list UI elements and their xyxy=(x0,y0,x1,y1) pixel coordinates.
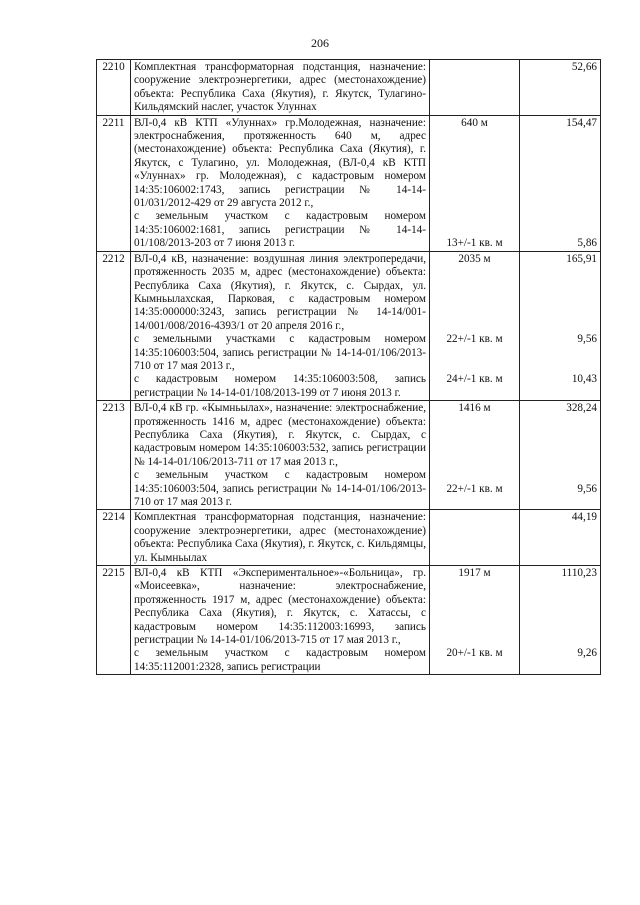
length-or-area-entry: 1917 м xyxy=(458,567,491,580)
row-number: 2212 xyxy=(97,251,131,400)
description-paragraph: ВЛ-0,4 кВ, назначение: воздушная линия электропередачи, протяженность 2035 м, адрес (местонахождение) объекта: Республика Саха (Якутия), г. Якутск, с. Сырдах, ул. Кымньылахская, Парковая, с кадастровым номером 14:35:000000:3243, запись регистрации № 14-14/001-14/001/008/2016-4393/1 от 20 апреля 2016 г., xyxy=(134,252,426,332)
object-description xyxy=(131,566,430,675)
table-row xyxy=(97,60,601,116)
value-entry: 154,47 xyxy=(566,116,597,129)
length-or-area-entry: 22+/-1 кв. м xyxy=(446,482,503,495)
row-number: 2211 xyxy=(97,115,131,251)
value-entry: 9,56 xyxy=(577,482,597,495)
table-row xyxy=(97,510,601,566)
value-entry: 165,91 xyxy=(566,252,597,265)
row-number: 2210 xyxy=(97,60,131,116)
length-or-area-entry: 22+/-1 кв. м xyxy=(446,333,503,346)
description-paragraph: ВЛ-0,4 кВ гр. «Кымньылах», назначение: электроснабжение, протяженность 1416 м, адрес (местонахождение) объекта: Республика Саха (Якутия), г. Якутск, с. Сырдах, с кадастровым номером 14:35:106003:532, запись регистрации № 14-14-01/106/2013-711 от 17 мая 2013 г., xyxy=(134,402,426,468)
value-entry: 44,19 xyxy=(571,511,597,524)
page-number: 206 xyxy=(311,36,329,50)
table-row xyxy=(97,401,601,510)
value-entry: 10,43 xyxy=(571,373,597,386)
value xyxy=(520,60,601,116)
value xyxy=(520,115,601,251)
length-or-area-entry: 13+/-1 кв. м xyxy=(446,237,503,250)
length-or-area xyxy=(430,401,520,510)
row-number: 2214 xyxy=(97,510,131,566)
length-or-area-entry: 640 м xyxy=(461,116,488,129)
description-paragraph: с земельным участком с кадастровым номером 14:35:112001:2328, запись регистрации xyxy=(134,647,426,673)
length-or-area xyxy=(430,566,520,675)
object-description xyxy=(131,115,430,251)
value-entry: 52,66 xyxy=(571,61,597,73)
length-or-area xyxy=(430,60,520,116)
description-paragraph: ВЛ-0,4 кВ КТП «Экспериментальное»-«Больница», гр. «Моисеевка», назначение: электроснабжение, протяженность 1917 м, адрес (местонахождение) объекта: Республика Саха (Якутия), г. Якутск, с. Хатассы, с кадастровым номером 14:35:112003:16993, запись регистрации № 14-14-01/106/2013-715 от 17 мая 2013 г., xyxy=(134,567,426,647)
object-description xyxy=(131,510,430,566)
row-number: 2213 xyxy=(97,401,131,510)
registry-body xyxy=(97,60,601,675)
description-paragraph: ВЛ-0,4 кВ КТП «Улуннах» гр.Молодежная, назначение: электроснабжения, протяженность 640 м, адрес (местонахождение) объекта: Республика Саха (Якутия), г. Якутск, с Тулагино, ул. Молодежная, (ВЛ-0,4 кВ КТП «Улуннах» гр. Молодежная), с кадастровым номером 14:35:106002:1743, запись регистрации № 14-14-01/031/2012-429 от 29 августа 2012 г., xyxy=(134,116,426,210)
table-row xyxy=(97,251,601,400)
description-paragraph: Комплектная трансформаторная подстанция, назначение: сооружение электроэнергетики, адрес (местонахождение) объекта: Республика Саха (Якутия), г. Якутск, с. Кильдямцы, ул. Кымньылах xyxy=(134,511,426,564)
value xyxy=(520,510,601,566)
length-or-area xyxy=(430,251,520,400)
value-entry: 9,26 xyxy=(577,647,597,660)
length-or-area-entry: 20+/-1 кв. м xyxy=(446,647,503,660)
value-entry: 328,24 xyxy=(566,402,597,415)
table-row xyxy=(97,566,601,675)
description-paragraph: с земельным участком с кадастровым номером 14:35:106002:1681, запись регистрации № 14-14-01/108/2013-203 от 7 июня 2013 г. xyxy=(134,210,426,250)
description-paragraph: с земельным участком с кадастровым номером 14:35:106003:504, запись регистрации № 14-14-01/106/2013-710 от 17 мая 2013 г. xyxy=(134,469,426,508)
description-paragraph: с земельными участками с кадастровым номером 14:35:106003:504, запись регистрации № 14-14-01/106/2013-710 от 17 мая 2013 г., xyxy=(134,333,426,372)
description-paragraph: Комплектная трансформаторная подстанция, назначение: сооружение электроэнергетики, адрес (местонахождение) объекта: Республика Саха (Якутия), г. Якутск, Тулагино-Кильдямский наслег, участок Улуннах xyxy=(134,61,426,114)
object-description xyxy=(131,401,430,510)
row-number: 2215 xyxy=(97,566,131,675)
length-or-area-entry: 2035 м xyxy=(458,252,491,265)
registry-table xyxy=(96,59,601,675)
value xyxy=(520,401,601,510)
length-or-area-entry: 1416 м xyxy=(458,402,491,415)
value xyxy=(520,566,601,675)
length-or-area-entry: 24+/-1 кв. м xyxy=(446,373,503,386)
length-or-area xyxy=(430,510,520,566)
object-description xyxy=(131,60,430,116)
description-paragraph: с кадастровым номером 14:35:106003:508, запись регистрации № 14-14-01/108/2013-199 от 7 июня 2013 г. xyxy=(134,373,426,399)
value-entry: 5,86 xyxy=(577,237,597,250)
value xyxy=(520,251,601,400)
table-row xyxy=(97,115,601,251)
length-or-area xyxy=(430,115,520,251)
object-description xyxy=(131,251,430,400)
value-entry: 9,56 xyxy=(577,333,597,346)
value-entry: 1110,23 xyxy=(561,567,597,580)
